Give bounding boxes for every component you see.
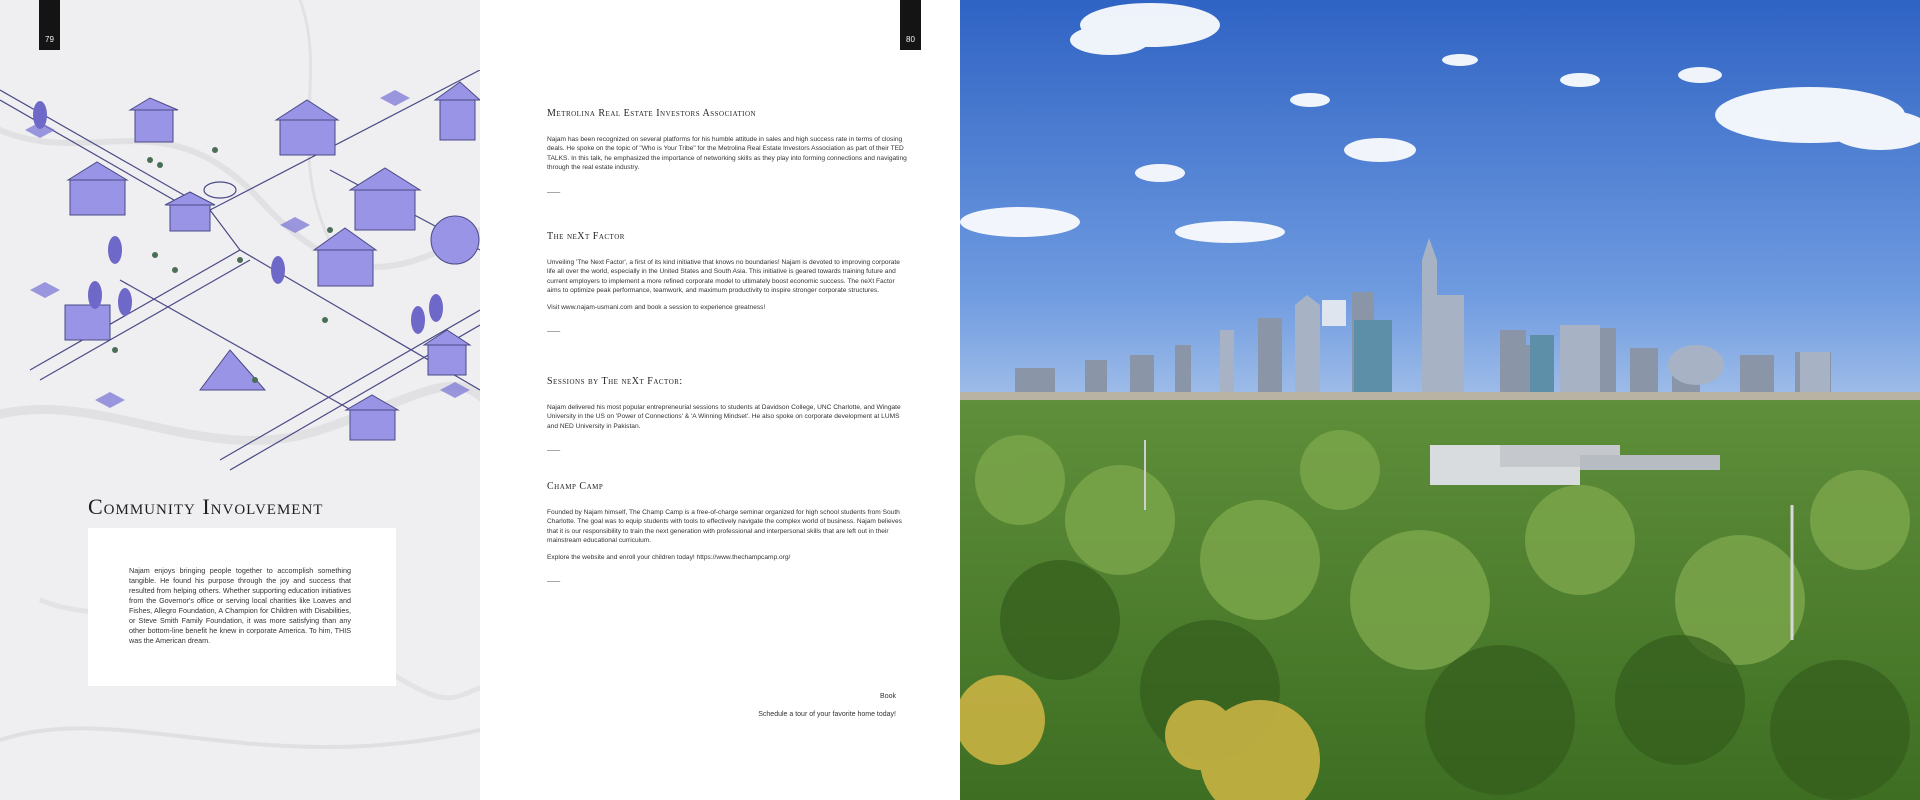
section-title: Community Involvement bbox=[88, 494, 324, 519]
city-skyline-photo bbox=[960, 0, 1920, 800]
section-next-factor bbox=[547, 231, 907, 335]
description-card bbox=[88, 528, 396, 686]
page-number-tab bbox=[900, 0, 921, 50]
section-heading: Metrolina Real Estate Investors Association bbox=[547, 108, 757, 119]
section-paragraph: Najam delivered his most popular entrepreneurial sessions to students at Davidson College, UNC Charlotte, and Wingate University in the US on 'Power of Connections' & 'A Winning Mindset'. He also spoke on corporate development at LUMS and NED University in Pakistan. bbox=[547, 404, 901, 430]
community-illustration bbox=[0, 70, 480, 490]
section-paragraph: Najam has been recognized on several platforms for his humble attitude in sales and high success rate in terms of closing deals. He spoke on the topic of "Who is Your Tribe" for the Metrolina Real Estate Investors Association as part of their TED TALKS. In this talk, he emphasized the importance of networking skills as they play into forming connections and navigating through the real estate industry. bbox=[547, 136, 907, 172]
section-metrolina bbox=[547, 108, 907, 196]
description-text: Najam enjoys bringing people together to accomplish something tangible. He found his purpose through the joy and success that resulted from helping others. Whether supporting education initiatives from the Governor's office or serving local charities like Loaves and Fishes, Allegro Foundation, A Champion for Children with Disabilities, or Steve Smith Family Foundation, it was more satisfying than any other bottom-line benefit he knew in corporate America. To him, THIS was the American dream. bbox=[129, 566, 351, 645]
schedule-tour-link[interactable]: Schedule a tour of your favorite home today! bbox=[758, 711, 896, 718]
left-page bbox=[0, 0, 480, 800]
section-separator: —— bbox=[547, 578, 561, 586]
section-link-text[interactable]: Visit www.najam-usmani.com and book a session to experience greatness! bbox=[547, 303, 766, 311]
right-page bbox=[960, 0, 1920, 800]
section-paragraph: Unveiling 'The Next Factor', a first of its kind initiative that knows no boundaries! Najam is devoted to improving corporate life all over the world, especially in the United States and South Asia. This initiative is geared towards training future and current employers to implement a more refined corporate model to ultimately boost economic success. The neXt Factor aims to optimize peak performance, teamwork, and maximum productivity to inspire stronger corporate structures. bbox=[547, 259, 900, 295]
page-number-tab bbox=[39, 0, 60, 50]
section-sessions bbox=[547, 376, 907, 454]
section-heading: The neXt Factor bbox=[547, 231, 625, 242]
section-paragraph: Founded by Najam himself, The Champ Camp is a free-of-charge seminar organized for high school students from South Charlotte. The goal was to equip students with tools to effectively navigate the complex world of business. Najam believes that it is our responsibility to train the next generation with professional and interpersonal skills that are left out in their mainstream educational curriculum. bbox=[547, 509, 902, 545]
page-number: 79 bbox=[45, 35, 54, 44]
page-number: 80 bbox=[906, 35, 915, 44]
section-heading: Sessions by The neXt Factor: bbox=[547, 376, 683, 387]
middle-page bbox=[480, 0, 960, 800]
book-link[interactable]: Book bbox=[880, 693, 896, 700]
section-separator: —— bbox=[547, 328, 561, 336]
section-separator: —— bbox=[547, 447, 561, 455]
section-link-text[interactable]: Explore the website and enroll your children today! https://www.thechampcamp.org/ bbox=[547, 553, 791, 561]
section-separator: —— bbox=[547, 188, 561, 196]
section-champ-camp bbox=[547, 481, 907, 585]
section-heading: Champ Camp bbox=[547, 481, 604, 492]
